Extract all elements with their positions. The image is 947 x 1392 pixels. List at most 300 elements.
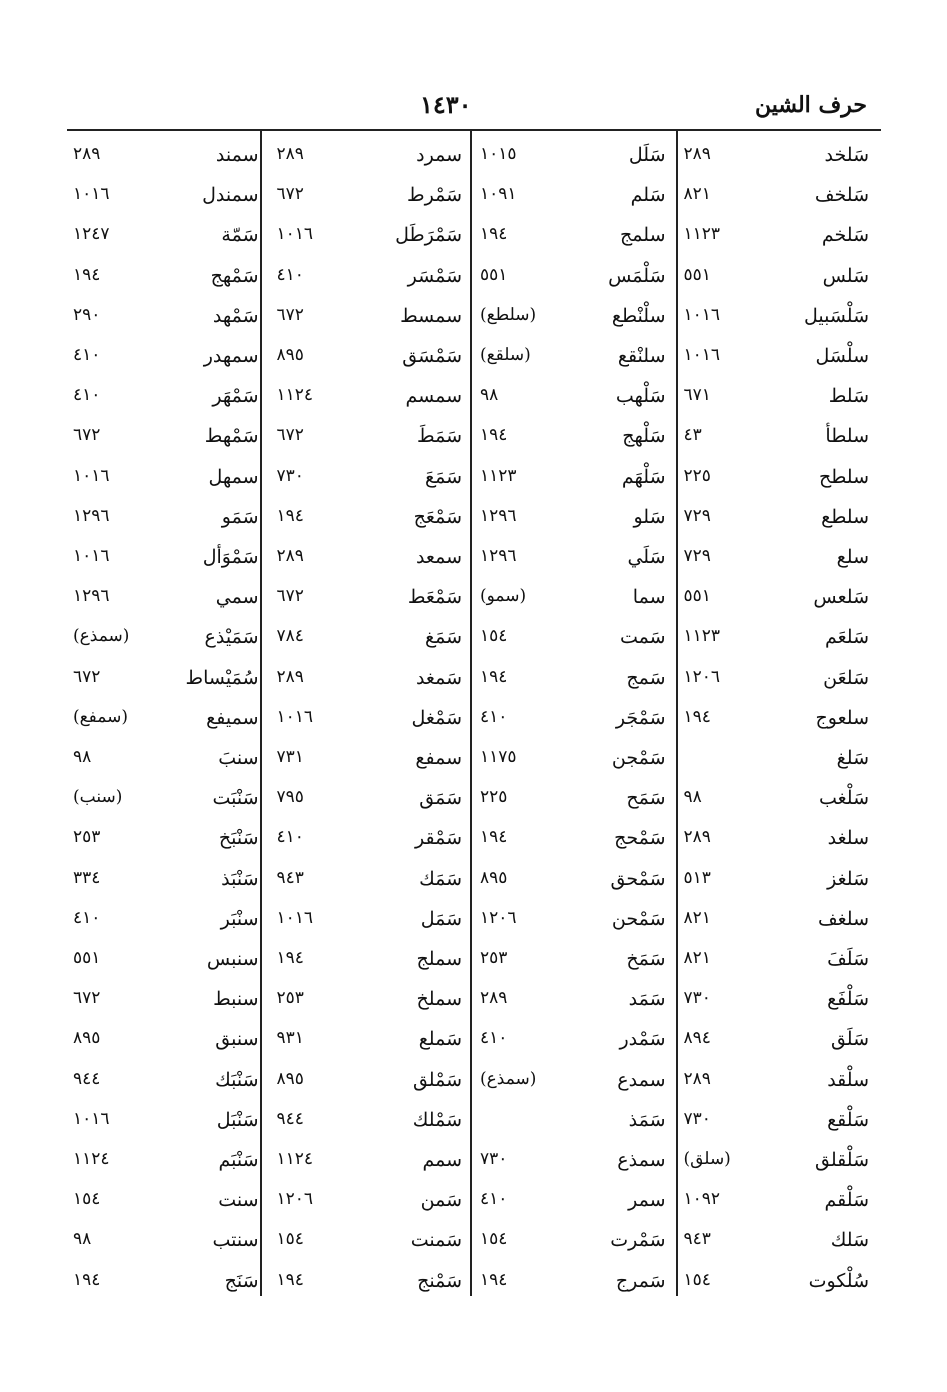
index-entry [67,1103,271,1143]
entry-word: سُلْكوت [808,1269,869,1292]
entry-page-ref: ١٢٠٦ [276,1189,314,1210]
index-entry [271,1264,475,1304]
entry-page-ref: ٧٢٩ [683,546,711,566]
index-entry [271,701,475,741]
index-entry [271,821,475,861]
header-rule [67,129,881,131]
entry-page-ref: ٩٤٣ [276,867,304,888]
entry-word: سَمَطَ [417,425,462,448]
entry-page-ref: ٢٨٩ [683,144,711,164]
entry-word: سمسم [405,385,462,408]
entry-page-ref: ٧٨٤ [276,626,304,647]
index-entry [678,379,882,419]
entry-page-ref: ٩٤٤ [73,1068,101,1089]
entry-word: سَمّة [221,224,259,247]
entry-word: سَلْقم [824,1189,869,1212]
index-entry [271,1063,475,1103]
entry-word: سَنْبَخ [218,827,259,850]
entry-word: سَمغد [415,666,462,689]
entry-word: سَلَي [627,546,666,568]
entry-page-ref: ٦٧٢ [73,666,101,687]
entry-page-ref: ١٥٤ [73,1189,101,1210]
entry-word: سلطع [821,505,869,528]
entry-page-ref: ٤١٠ [276,264,304,285]
entry-word: سَلْهب [615,385,666,408]
entry-word: سَلعَم [824,626,869,649]
entry-word: سَنْبَت [212,787,259,810]
entry-word: سَمْهَر [212,385,259,408]
entry-page-ref: ٢٩٠ [73,304,101,325]
entry-page-ref: ٥٥١ [480,264,508,285]
entry-word: سَلْمَس [608,264,666,287]
entry-word: سَمت [619,626,666,649]
index-entry [474,942,678,982]
entry-page-ref: ٥٥١ [683,586,711,607]
index-column [678,138,882,1298]
entry-word: سَمْوَأل [202,546,259,568]
entry-word: سَلخف [814,184,869,207]
entry-word: سنبق [215,1028,259,1051]
entry-page-ref: ١١٢٣ [683,224,721,245]
entry-word: سَلم [630,184,666,207]
index-entry [474,1063,678,1103]
entry-word: سَمْدر [619,1028,666,1051]
entry-word: سَمْقر [415,827,462,850]
entry-page-ref: ١١٢٤ [276,1149,314,1169]
entry-word: سلطح [818,465,869,488]
entry-word: سَنْبَذ [221,867,259,890]
index-entry [67,218,271,258]
entry-word: سمهل [208,465,259,488]
entry-word: سَمج [626,666,666,689]
entry-page-ref: ٦٧٢ [276,425,304,446]
entry-page-ref: ١٠١٦ [73,184,110,205]
index-entry [67,259,271,299]
entry-page-ref: ٧٣٠ [683,1108,711,1129]
entry-word: سَمَح [626,787,666,810]
entry-page-ref: ٣٣٤ [73,867,101,888]
entry-word: سمند [215,144,259,166]
entry-page-ref: ١٥٤ [480,1229,508,1250]
entry-page-ref: ٤١٠ [480,1028,508,1049]
index-entry [474,500,678,540]
entry-word: سَلْغب [818,787,869,810]
entry-page-ref: ٧٩٥ [276,787,304,808]
index-entry [271,379,475,419]
index-entry [67,1143,271,1183]
index-entry [67,1183,271,1223]
index-entry [474,540,678,580]
entry-page-ref: ١٩٤ [73,1269,101,1290]
entry-page-ref: ٢٨٩ [276,666,304,687]
entry-word: سَمْرط [407,184,462,207]
entry-word: سمرد [416,144,462,166]
index-entry [67,1063,271,1103]
index-column [474,138,678,1298]
entry-page-ref: (سمو) [480,586,527,607]
entry-page-ref: ١٩٤ [480,666,508,687]
entry-page-ref: ١٢٠٦ [683,666,721,687]
entry-page-ref: ١٢٩٦ [480,546,517,566]
index-columns [67,138,881,1298]
entry-word: سَمْعَط [407,586,462,609]
index-entry [678,1143,882,1183]
entry-word: سَمْرت [610,1229,666,1252]
entry-page-ref: ١٢٠٦ [480,907,517,928]
index-entry [271,419,475,459]
entry-page-ref: ٨٩٥ [73,1028,101,1049]
index-entry [474,620,678,660]
index-entry [678,741,882,781]
entry-word: سَنْبَل [216,1108,259,1131]
entry-word: سملج [416,948,462,970]
entry-word: سَلَفَ [827,948,869,970]
entry-word: سَمْهج [210,264,259,287]
entry-page-ref: ١٠١٦ [73,1108,110,1129]
entry-word: سَمْسَق [402,345,462,367]
entry-page-ref: ٢٨٩ [683,1068,711,1089]
index-entry [271,339,475,379]
entry-word: سَلْقع [827,1108,869,1131]
entry-word: سَلغ [836,747,869,769]
index-entry [271,580,475,620]
entry-page-ref: ٢٥٣ [276,988,304,1009]
entry-word: سَمْلق [412,1068,462,1091]
entry-word: سَمَد [628,988,666,1011]
index-entry [678,500,882,540]
entry-page-ref: ١١٢٤ [276,385,314,406]
page-number: ١٤٣٠ [420,90,472,119]
entry-page-ref: ٨٢١ [683,907,711,928]
entry-page-ref: ٦٧٢ [73,988,101,1009]
entry-word: سمهدر [203,345,259,367]
entry-word: سَلَل [628,144,666,166]
entry-page-ref: ٧٣١ [276,747,304,767]
index-entry [271,138,475,178]
index-entry [474,259,678,299]
entry-word: سَلْهَم [621,465,666,488]
entry-page-ref: ١٥٤ [683,1269,711,1290]
index-entry [678,1183,882,1223]
entry-word: سَمْحق [610,867,666,890]
entry-page-ref: ٢٢٥ [480,787,508,808]
entry-page-ref: ٧٣٠ [276,465,304,486]
entry-word: سَمن [420,1189,462,1212]
entry-word: سمدع [617,1068,666,1091]
entry-page-ref: (سلطع) [480,304,537,325]
entry-word: سَمْحن [611,907,666,930]
index-entry [678,138,882,178]
index-entry [474,821,678,861]
entry-page-ref: ١٢٩٦ [73,586,110,607]
entry-word: سَمَق [419,787,462,810]
entry-page-ref: ١٩٤ [683,706,711,727]
index-entry [678,1103,882,1143]
entry-word: سَلخد [824,144,869,166]
entry-word: سَمْلك [412,1108,462,1131]
index-entry [67,1022,271,1062]
entry-page-ref: ٩٨ [683,787,702,808]
entry-word: سَمْحج [614,827,666,850]
index-entry [678,1063,882,1103]
entry-page-ref: ١٠١٥ [480,144,517,164]
page-header [0,86,947,126]
index-entry [474,741,678,781]
entry-word: سنتب [212,1229,259,1252]
entry-page-ref: ٩٣١ [276,1028,304,1049]
index-entry [678,259,882,299]
index-entry [678,178,882,218]
index-entry [67,419,271,459]
index-entry [67,540,271,580]
entry-word: سمسط [400,304,462,327]
entry-page-ref: ٦٧٢ [73,425,101,446]
index-entry [678,862,882,902]
entry-page-ref: (سلق) [683,1149,731,1169]
entry-page-ref: ٨٢١ [683,948,711,968]
entry-page-ref: ٤١٠ [480,706,508,727]
entry-page-ref: ٢٨٩ [73,144,101,164]
index-entry [474,1143,678,1183]
entry-page-ref: ٧٣٠ [480,1149,508,1169]
index-entry [271,1183,475,1223]
index-entry [271,741,475,781]
index-entry [678,942,882,982]
entry-word: سما [632,586,666,609]
entry-page-ref: ١٩٤ [276,505,304,526]
entry-page-ref: (سمذع) [480,1068,537,1089]
entry-word: سنبس [206,948,259,970]
entry-word: سَلْفَع [827,988,869,1011]
index-entry [67,1264,271,1304]
entry-page-ref: ١٩٤ [480,827,508,848]
entry-page-ref: ٢٥٣ [480,948,508,968]
index-entry [67,460,271,500]
entry-word: سَمَل [420,907,462,930]
index-entry [271,781,475,821]
index-entry [67,942,271,982]
entry-page-ref: ٦٧١ [683,385,711,406]
entry-page-ref: ١٢٩٦ [73,505,110,526]
index-entry [678,218,882,258]
entry-word: سَمْنج [417,1269,462,1292]
entry-word: سلع [836,546,869,568]
index-entry [271,299,475,339]
index-entry [67,138,271,178]
entry-word: سمم [422,1149,462,1171]
entry-word: سَلك [830,1229,869,1252]
index-entry [271,1223,475,1263]
entry-page-ref: ٨٩٥ [276,345,304,365]
entry-page-ref: ٤١٠ [276,827,304,848]
entry-page-ref: ١٢٤٧ [73,224,110,245]
entry-page-ref: ١٠١٦ [276,224,314,245]
entry-word: سَمْسَر [407,264,462,287]
entry-page-ref: ٤١٠ [73,385,101,406]
index-entry [678,781,882,821]
entry-page-ref: ١٥٤ [276,1229,304,1250]
entry-page-ref: ٢٨٩ [276,144,304,164]
index-entry [271,1143,475,1183]
index-entry [67,781,271,821]
index-entry [678,1022,882,1062]
entry-page-ref: ١١٢٣ [683,626,721,647]
entry-word: سملخ [416,988,462,1011]
index-entry [474,138,678,178]
index-entry [474,178,678,218]
index-entry [678,821,882,861]
index-entry [678,299,882,339]
entry-page-ref: ٤١٠ [480,1189,508,1210]
entry-word: سلغد [827,827,869,850]
entry-word: سَمَك [419,867,462,890]
index-entry [67,741,271,781]
index-entry [67,379,271,419]
entry-page-ref: ٢٥٣ [73,827,101,848]
entry-word: سمي [215,586,259,609]
index-entry [678,661,882,701]
entry-page-ref: ٢٨٩ [276,546,304,566]
entry-word: سَلغز [827,867,869,890]
entry-word: سَمَيْذع [204,626,259,649]
index-entry [474,339,678,379]
entry-word: سَمَذ [628,1108,666,1131]
entry-page-ref: ٢٢٥ [683,465,711,486]
index-entry [67,299,271,339]
index-entry [67,178,271,218]
index-entry [678,339,882,379]
index-entry [67,821,271,861]
entry-page-ref: (سنب) [73,787,123,808]
index-entry [678,540,882,580]
entry-word: سلْنْطع [611,304,666,327]
entry-word: سلنْقع [617,345,666,367]
entry-page-ref: ١٠١٦ [73,465,110,486]
entry-page-ref: ١٠١٦ [683,304,721,325]
entry-page-ref: ٩٨ [480,385,499,406]
index-entry [678,982,882,1022]
entry-word: سَنْبَك [215,1068,259,1091]
entry-word: سنبَ [218,747,259,769]
entry-page-ref: ٢٨٩ [683,827,711,848]
entry-page-ref: ٨٩٤ [683,1028,711,1049]
index-entry [67,661,271,701]
index-entry [474,1103,678,1143]
entry-page-ref: ٩٤٣ [683,1229,711,1250]
index-entry [271,218,475,258]
entry-word: سَمْجن [611,747,666,769]
entry-word: سَلس [822,264,869,287]
entry-page-ref: ٤٣ [683,425,702,446]
index-entry [67,902,271,942]
entry-page-ref: ١٩٤ [276,1269,304,1290]
entry-word: سَمْجَر [615,706,666,729]
index-entry [474,1183,678,1223]
index-entry [474,701,678,741]
entry-page-ref: ١٠٩٢ [683,1189,721,1210]
entry-word: سنت [218,1189,259,1212]
entry-word: سَملع [418,1028,462,1051]
entry-word: سمندل [202,184,259,207]
index-entry [271,1103,475,1143]
index-entry [271,862,475,902]
entry-page-ref: ٨٩٥ [276,1068,304,1089]
index-entry [678,580,882,620]
index-entry [678,419,882,459]
entry-word: سَمَغ [424,626,462,649]
entry-word: سَمْهد [212,304,259,327]
entry-page-ref: ٥٥١ [683,264,711,285]
entry-page-ref: ٦٧٢ [276,304,304,325]
index-entry [474,218,678,258]
index-entry [474,781,678,821]
entry-page-ref: ١٩٤ [480,224,508,245]
entry-page-ref: ٩٨ [73,1229,92,1250]
entry-page-ref: ١١٢٣ [480,465,517,486]
entry-word: سَمَخ [626,948,666,970]
index-entry [474,460,678,500]
index-entry [474,1223,678,1263]
entry-page-ref: ٥١٣ [683,867,711,888]
entry-word: سَمرج [615,1269,666,1292]
index-entry [271,259,475,299]
index-entry [474,982,678,1022]
entry-page-ref: (سمذع) [73,626,130,647]
entry-page-ref: ٥٥١ [73,948,101,968]
index-entry [678,1264,882,1304]
entry-page-ref: ٤١٠ [73,345,101,365]
entry-page-ref: ٦٧٢ [276,184,304,205]
index-entry [67,500,271,540]
entry-page-ref: ٨٢١ [683,184,711,205]
entry-word: سَمْعَج [413,505,462,528]
entry-word: سلغف [817,907,869,930]
index-entry [67,1223,271,1263]
index-entry [271,982,475,1022]
entry-word: سمفع [415,747,462,769]
entry-page-ref: ٩٨ [73,747,92,767]
entry-word: سَمنت [410,1229,462,1252]
entry-page-ref: ١٩٤ [73,264,101,285]
entry-word: سلعوج [815,706,869,729]
entry-page-ref: ١١٧٥ [480,747,517,767]
entry-page-ref: ١٩٤ [276,948,304,968]
index-entry [271,942,475,982]
entry-word: سَلط [828,385,869,408]
entry-word: سنبط [213,988,259,1011]
entry-word: سَلْسَبيل [803,304,869,327]
entry-word: سَمْرَطَل [395,224,462,247]
entry-word: سَلو [633,505,666,528]
index-column [67,138,271,1298]
entry-page-ref: (سمفع) [73,706,128,727]
index-entry [474,661,678,701]
index-entry [474,580,678,620]
entry-page-ref: ٢٨٩ [480,988,508,1009]
entry-page-ref: ١٩٤ [480,1269,508,1290]
index-entry [271,1022,475,1062]
entry-word: سمعد [415,546,462,568]
entry-word: سَمَو [221,505,259,528]
entry-word: سلْقد [827,1068,869,1091]
entry-page-ref: ١٠١٦ [276,907,314,928]
entry-word: سَنْبَم [218,1149,259,1171]
index-entry [271,661,475,701]
index-entry [67,862,271,902]
entry-word: سَلعَن [823,666,869,689]
index-entry [271,540,475,580]
entry-page-ref: ١٢٩٦ [480,505,517,526]
